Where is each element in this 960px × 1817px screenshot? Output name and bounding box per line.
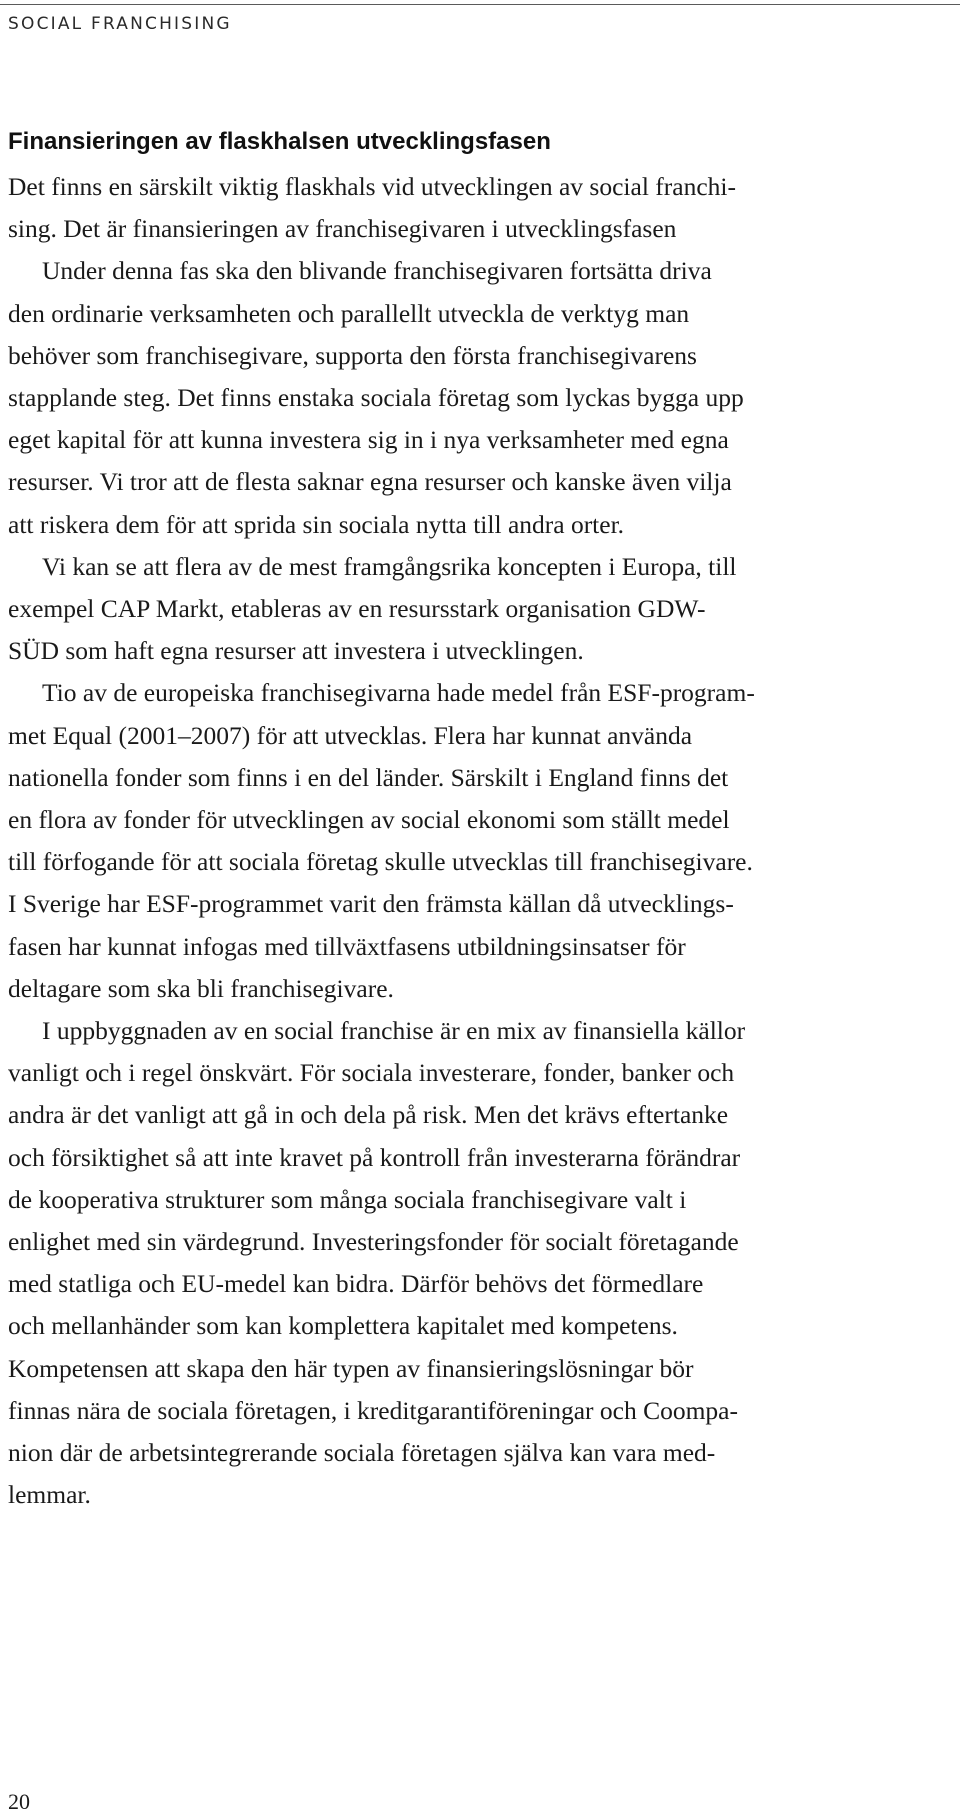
text-line: till förfogande för att sociala företag skulle utvecklas till franchisegivare. [8,847,753,877]
text-line: Kompetensen att skapa den här typen av finansieringslösningar bör [8,1353,694,1383]
text-line: Under denna fas ska den blivande franchisegivaren fortsätta driva [42,256,712,286]
text-line: eget kapital för att kunna investera sig in i nya verksamheter med egna [8,425,729,455]
text-line: behöver som franchisegivare, supporta den första franchisegivarens [8,340,697,370]
text-line: lemmar. [8,1480,91,1510]
text-line: den ordinarie verksamheten och parallellt utveckla de verktyg man [8,298,690,328]
text-line: SÜD som haft egna resurser att investera i utvecklingen. [8,636,584,666]
text-line: nion där de arbetsintegrerande sociala företagen själva kan vara med- [8,1438,716,1468]
running-header: SOCIAL FRANCHISING [8,14,232,34]
text-line: en flora av fonder för utvecklingen av social ekonomi som ställt medel [8,805,730,835]
text-line: deltagare som ska bli franchisegivare. [8,973,394,1003]
text-line: enlighet med sin värdegrund. Investeringsfonder för socialt företagande [8,1227,739,1257]
text-line: exempel CAP Markt, etableras av en resursstark organisation GDW- [8,594,706,624]
text-line: stapplande steg. Det finns enstaka sociala företag som lyckas bygga upp [8,383,744,413]
text-line: andra är det vanligt att gå in och dela på risk. Men det krävs eftertanke [8,1100,729,1130]
page-number: 20 [8,1789,30,1814]
text-line: sing. Det är finansieringen av franchisegivaren i utvecklingsfasen [8,214,677,244]
text-line: Vi kan se att flera av de mest framgångsrika koncepten i Europa, till [42,551,737,581]
text-line: och försiktighet så att inte kravet på kontroll från investerarna förändrar [8,1142,741,1172]
text-line: och mellanhänder som kan komplettera kapitalet med kompetens. [8,1311,678,1341]
text-line: resurser. Vi tror att de flesta saknar egna resurser och kanske även vilja [8,467,732,497]
text-line: Det finns en särskilt viktig flaskhals vid utvecklingen av social franchi- [8,172,736,201]
text-line: att riskera dem för att sprida sin sociala nytta till andra orter. [8,509,625,539]
text-line: I uppbyggnaden av en social franchise är en mix av finansiella källor [42,1016,746,1046]
header-rule [0,4,960,5]
text-line: med statliga och EU-medel kan bidra. Därför behövs det förmedlare [8,1269,704,1299]
text-line: vanligt och i regel önskvärt. För sociala investerare, fonder, banker och [8,1058,735,1088]
text-line: Tio av de europeiska franchisegivarna hade medel från ESF-program- [42,678,755,708]
text-line: fasen har kunnat infogas med tillväxtfasens utbildningsinsatser för [8,931,686,961]
section-heading: Finansieringen av flaskhalsen utvecklingsfasen [8,128,551,155]
text-line: I Sverige har ESF-programmet varit den främsta källan då utvecklings- [8,889,734,919]
body-text [8,166,954,1517]
text-line: finnas nära de sociala företagen, i kreditgarantiföreningar och Coompa- [8,1395,738,1425]
text-line: nationella fonder som finns i en del länder. Särskilt i England finns det [8,762,729,792]
text-line: met Equal (2001–2007) för att utvecklas. Flera har kunnat använda [8,720,693,750]
text-line: de kooperativa strukturer som många sociala franchisegivare valt i [8,1184,687,1214]
